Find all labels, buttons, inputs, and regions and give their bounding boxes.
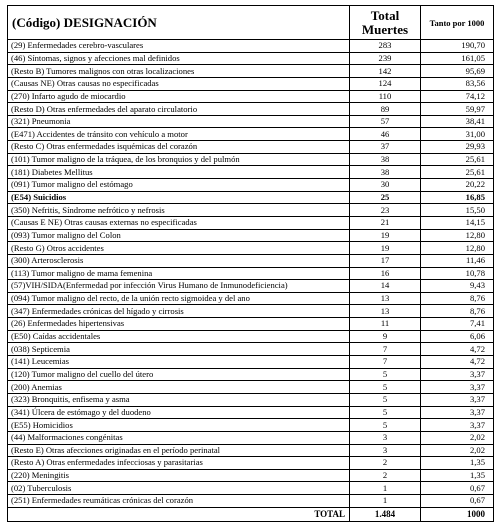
- cell-total-muertes: 142: [350, 65, 421, 78]
- cell-total-muertes: 110: [350, 90, 421, 103]
- table-row: [8, 318, 494, 331]
- cell-total-muertes: 46: [350, 128, 421, 141]
- cell-total-muertes: 38: [350, 166, 421, 179]
- cell-total-muertes: 57: [350, 115, 421, 128]
- cell-total-muertes: 124: [350, 77, 421, 90]
- cell-tanto-por-mil: 12,80: [421, 229, 494, 242]
- cell-designacion: (Resto D) Otras enfermedades del aparato circulatorio: [8, 103, 350, 116]
- table-row: [8, 469, 494, 482]
- cell-designacion: (181) Diabetes Mellitus: [8, 166, 350, 179]
- table-row: [8, 103, 494, 116]
- cell-designacion: (113) Tumor maligno de mama femenina: [8, 267, 350, 280]
- table-row: [8, 204, 494, 217]
- table-row: [8, 482, 494, 495]
- cell-total-muertes: 23: [350, 204, 421, 217]
- table-row: [8, 431, 494, 444]
- cell-tanto-por-mil: 8,76: [421, 305, 494, 318]
- cell-designacion: (300) Arterosclerosis: [8, 254, 350, 267]
- table-header: [8, 6, 494, 40]
- cell-designacion: (02) Tuberculosis: [8, 482, 350, 495]
- total-tanto-value: 1000: [421, 507, 494, 521]
- cell-tanto-por-mil: 3,37: [421, 368, 494, 381]
- cell-total-muertes: 19: [350, 242, 421, 255]
- cell-tanto-por-mil: 190,70: [421, 40, 494, 53]
- cell-total-muertes: 89: [350, 103, 421, 116]
- cell-tanto-por-mil: 0,67: [421, 495, 494, 508]
- cell-total-muertes: 239: [350, 52, 421, 65]
- cell-total-muertes: 38: [350, 153, 421, 166]
- table-row: [8, 90, 494, 103]
- cell-designacion: (120) Tumor maligno del cuello del útero: [8, 368, 350, 381]
- table-row: [8, 406, 494, 419]
- cell-total-muertes: 3: [350, 431, 421, 444]
- cell-designacion: (093) Tumor maligno del Colon: [8, 229, 350, 242]
- cell-designacion: (101) Tumor maligno de la tráquea, de los bronquios y del pulmón: [8, 153, 350, 166]
- cell-tanto-por-mil: 20,22: [421, 179, 494, 192]
- cell-designacion: (200) Anemias: [8, 381, 350, 394]
- cell-total-muertes: 5: [350, 393, 421, 406]
- cell-tanto-por-mil: 11,46: [421, 254, 494, 267]
- cell-designacion: (Resto E) Otras afecciones originadas en el período perinatal: [8, 444, 350, 457]
- cell-tanto-por-mil: 2,02: [421, 444, 494, 457]
- cell-tanto-por-mil: 9,43: [421, 280, 494, 293]
- cell-designacion: (E55) Homicidios: [8, 419, 350, 432]
- cell-tanto-por-mil: 3,37: [421, 419, 494, 432]
- table-row: [8, 242, 494, 255]
- cell-tanto-por-mil: 0,67: [421, 482, 494, 495]
- cell-total-muertes: 283: [350, 40, 421, 53]
- total-label: TOTAL: [8, 507, 350, 521]
- cell-designacion: (Causas E NE) Otras causas externas no especificadas: [8, 216, 350, 229]
- header-tanto-por-mil: Tanto por 1000: [421, 6, 494, 40]
- cell-total-muertes: 13: [350, 305, 421, 318]
- cell-total-muertes: 11: [350, 318, 421, 331]
- cell-tanto-por-mil: 8,76: [421, 292, 494, 305]
- header-total-muertes: [350, 6, 421, 40]
- cell-total-muertes: 30: [350, 179, 421, 192]
- cell-tanto-por-mil: 15,50: [421, 204, 494, 217]
- table-row: [8, 52, 494, 65]
- cell-total-muertes: 5: [350, 406, 421, 419]
- cell-tanto-por-mil: 12,80: [421, 242, 494, 255]
- table-row: [8, 457, 494, 470]
- cell-tanto-por-mil: 25,61: [421, 166, 494, 179]
- table-row: [8, 128, 494, 141]
- table-row: [8, 191, 494, 204]
- cell-tanto-por-mil: 3,37: [421, 393, 494, 406]
- table-row: [8, 141, 494, 154]
- cell-designacion: (E471) Accidentes de tránsito con vehículo a motor: [8, 128, 350, 141]
- table-body: [8, 40, 494, 522]
- cell-designacion: (E54) Suicidios: [8, 191, 350, 204]
- cell-designacion: (44) Malformaciones congénitas: [8, 431, 350, 444]
- table-row: [8, 229, 494, 242]
- cell-designacion: (270) Infarto agudo de miocardio: [8, 90, 350, 103]
- cell-tanto-por-mil: 4,72: [421, 343, 494, 356]
- cell-tanto-por-mil: 2,02: [421, 431, 494, 444]
- cell-designacion: (350) Nefritis, Síndrome nefrótico y nefrosis: [8, 204, 350, 217]
- table-row: [8, 381, 494, 394]
- total-row: [8, 507, 494, 521]
- cell-total-muertes: 13: [350, 292, 421, 305]
- cell-total-muertes: 1: [350, 482, 421, 495]
- cell-total-muertes: 2: [350, 469, 421, 482]
- table-row: [8, 292, 494, 305]
- header-total-line1: Total: [370, 7, 400, 23]
- cell-tanto-por-mil: 59,97: [421, 103, 494, 116]
- cell-total-muertes: 16: [350, 267, 421, 280]
- cell-total-muertes: 17: [350, 254, 421, 267]
- cell-designacion: (Resto C) Otras enfermedades isquémicas del corazón: [8, 141, 350, 154]
- cell-total-muertes: 1: [350, 495, 421, 508]
- cell-tanto-por-mil: 29,93: [421, 141, 494, 154]
- cell-tanto-por-mil: 16,85: [421, 191, 494, 204]
- cell-total-muertes: 37: [350, 141, 421, 154]
- cell-tanto-por-mil: 74,12: [421, 90, 494, 103]
- mortality-table: [7, 5, 494, 522]
- cell-total-muertes: 2: [350, 457, 421, 470]
- table-row: [8, 330, 494, 343]
- cell-tanto-por-mil: 14,15: [421, 216, 494, 229]
- cell-total-muertes: 19: [350, 229, 421, 242]
- table-row: [8, 280, 494, 293]
- cell-tanto-por-mil: 3,37: [421, 381, 494, 394]
- table-row: [8, 77, 494, 90]
- table-row: [8, 419, 494, 432]
- cell-total-muertes: 5: [350, 419, 421, 432]
- cell-designacion: (341) Úlcera de estómago y del duodeno: [8, 406, 350, 419]
- table-row: [8, 393, 494, 406]
- table-row: [8, 444, 494, 457]
- cell-tanto-por-mil: 25,61: [421, 153, 494, 166]
- cell-designacion: (29) Enfermedades cerebro-vasculares: [8, 40, 350, 53]
- header-total-line2: Muertes: [361, 21, 409, 37]
- table-row: [8, 40, 494, 53]
- cell-designacion: (038) Septicemia: [8, 343, 350, 356]
- cell-tanto-por-mil: 1,35: [421, 457, 494, 470]
- table-row: [8, 179, 494, 192]
- cell-total-muertes: 7: [350, 356, 421, 369]
- cell-total-muertes: 21: [350, 216, 421, 229]
- cell-designacion: (141) Leucemias: [8, 356, 350, 369]
- cell-total-muertes: 9: [350, 330, 421, 343]
- cell-designacion: (57)VIH/SIDA(Enfermedad por infección Virus Humano de Inmunodeficiencia): [8, 280, 350, 293]
- table-row: [8, 115, 494, 128]
- table-row: [8, 65, 494, 78]
- table-row: [8, 216, 494, 229]
- cell-designacion: (Resto G) Otros accidentes: [8, 242, 350, 255]
- cell-designacion: (46) Síntomas, signos y afecciones mal definidos: [8, 52, 350, 65]
- cell-designacion: (Causas NE) Otras causas no especificadas: [8, 77, 350, 90]
- cell-total-muertes: 3: [350, 444, 421, 457]
- cell-tanto-por-mil: 161,05: [421, 52, 494, 65]
- cell-total-muertes: 5: [350, 381, 421, 394]
- cell-tanto-por-mil: 83,56: [421, 77, 494, 90]
- cell-designacion: (220) Meningitis: [8, 469, 350, 482]
- cell-tanto-por-mil: 31,00: [421, 128, 494, 141]
- cell-tanto-por-mil: 7,41: [421, 318, 494, 331]
- cell-tanto-por-mil: 4,72: [421, 356, 494, 369]
- cell-tanto-por-mil: 38,41: [421, 115, 494, 128]
- cell-total-muertes: 25: [350, 191, 421, 204]
- table-row: [8, 305, 494, 318]
- total-muertes-value: 1.484: [350, 507, 421, 521]
- cell-designacion: (323) Bronquitis, enfisema y asma: [8, 393, 350, 406]
- cell-designacion: (Resto B) Tumores malignos con otras localizaciones: [8, 65, 350, 78]
- cell-total-muertes: 14: [350, 280, 421, 293]
- cell-designacion: (321) Pneumonia: [8, 115, 350, 128]
- cell-designacion: (091) Tumor maligno del estómago: [8, 179, 350, 192]
- cell-tanto-por-mil: 1,35: [421, 469, 494, 482]
- table-row: [8, 166, 494, 179]
- cell-total-muertes: 5: [350, 368, 421, 381]
- header-designacion: (Código) DESIGNACIÓN: [8, 6, 350, 40]
- table-row: [8, 254, 494, 267]
- table-row: [8, 495, 494, 508]
- cell-tanto-por-mil: 3,37: [421, 406, 494, 419]
- cell-designacion: (251) Enfermedades reumáticas crónicas del corazón: [8, 495, 350, 508]
- cell-designacion: (094) Tumor maligno del recto, de la unión recto sigmoidea y del ano: [8, 292, 350, 305]
- cell-designacion: (347) Enfermedades crónicas del hígado y cirrosis: [8, 305, 350, 318]
- table-row: [8, 356, 494, 369]
- cell-designacion: (26) Enfermedades hipertensivas: [8, 318, 350, 331]
- table-row: [8, 267, 494, 280]
- cell-total-muertes: 7: [350, 343, 421, 356]
- table-row: [8, 368, 494, 381]
- table-row: [8, 153, 494, 166]
- cell-designacion: (E50) Caídas accidentales: [8, 330, 350, 343]
- cell-tanto-por-mil: 6,06: [421, 330, 494, 343]
- cell-tanto-por-mil: 95,69: [421, 65, 494, 78]
- table-row: [8, 343, 494, 356]
- cell-tanto-por-mil: 10,78: [421, 267, 494, 280]
- cell-designacion: (Resto A) Otras enfermedades infecciosas y parasitarias: [8, 457, 350, 470]
